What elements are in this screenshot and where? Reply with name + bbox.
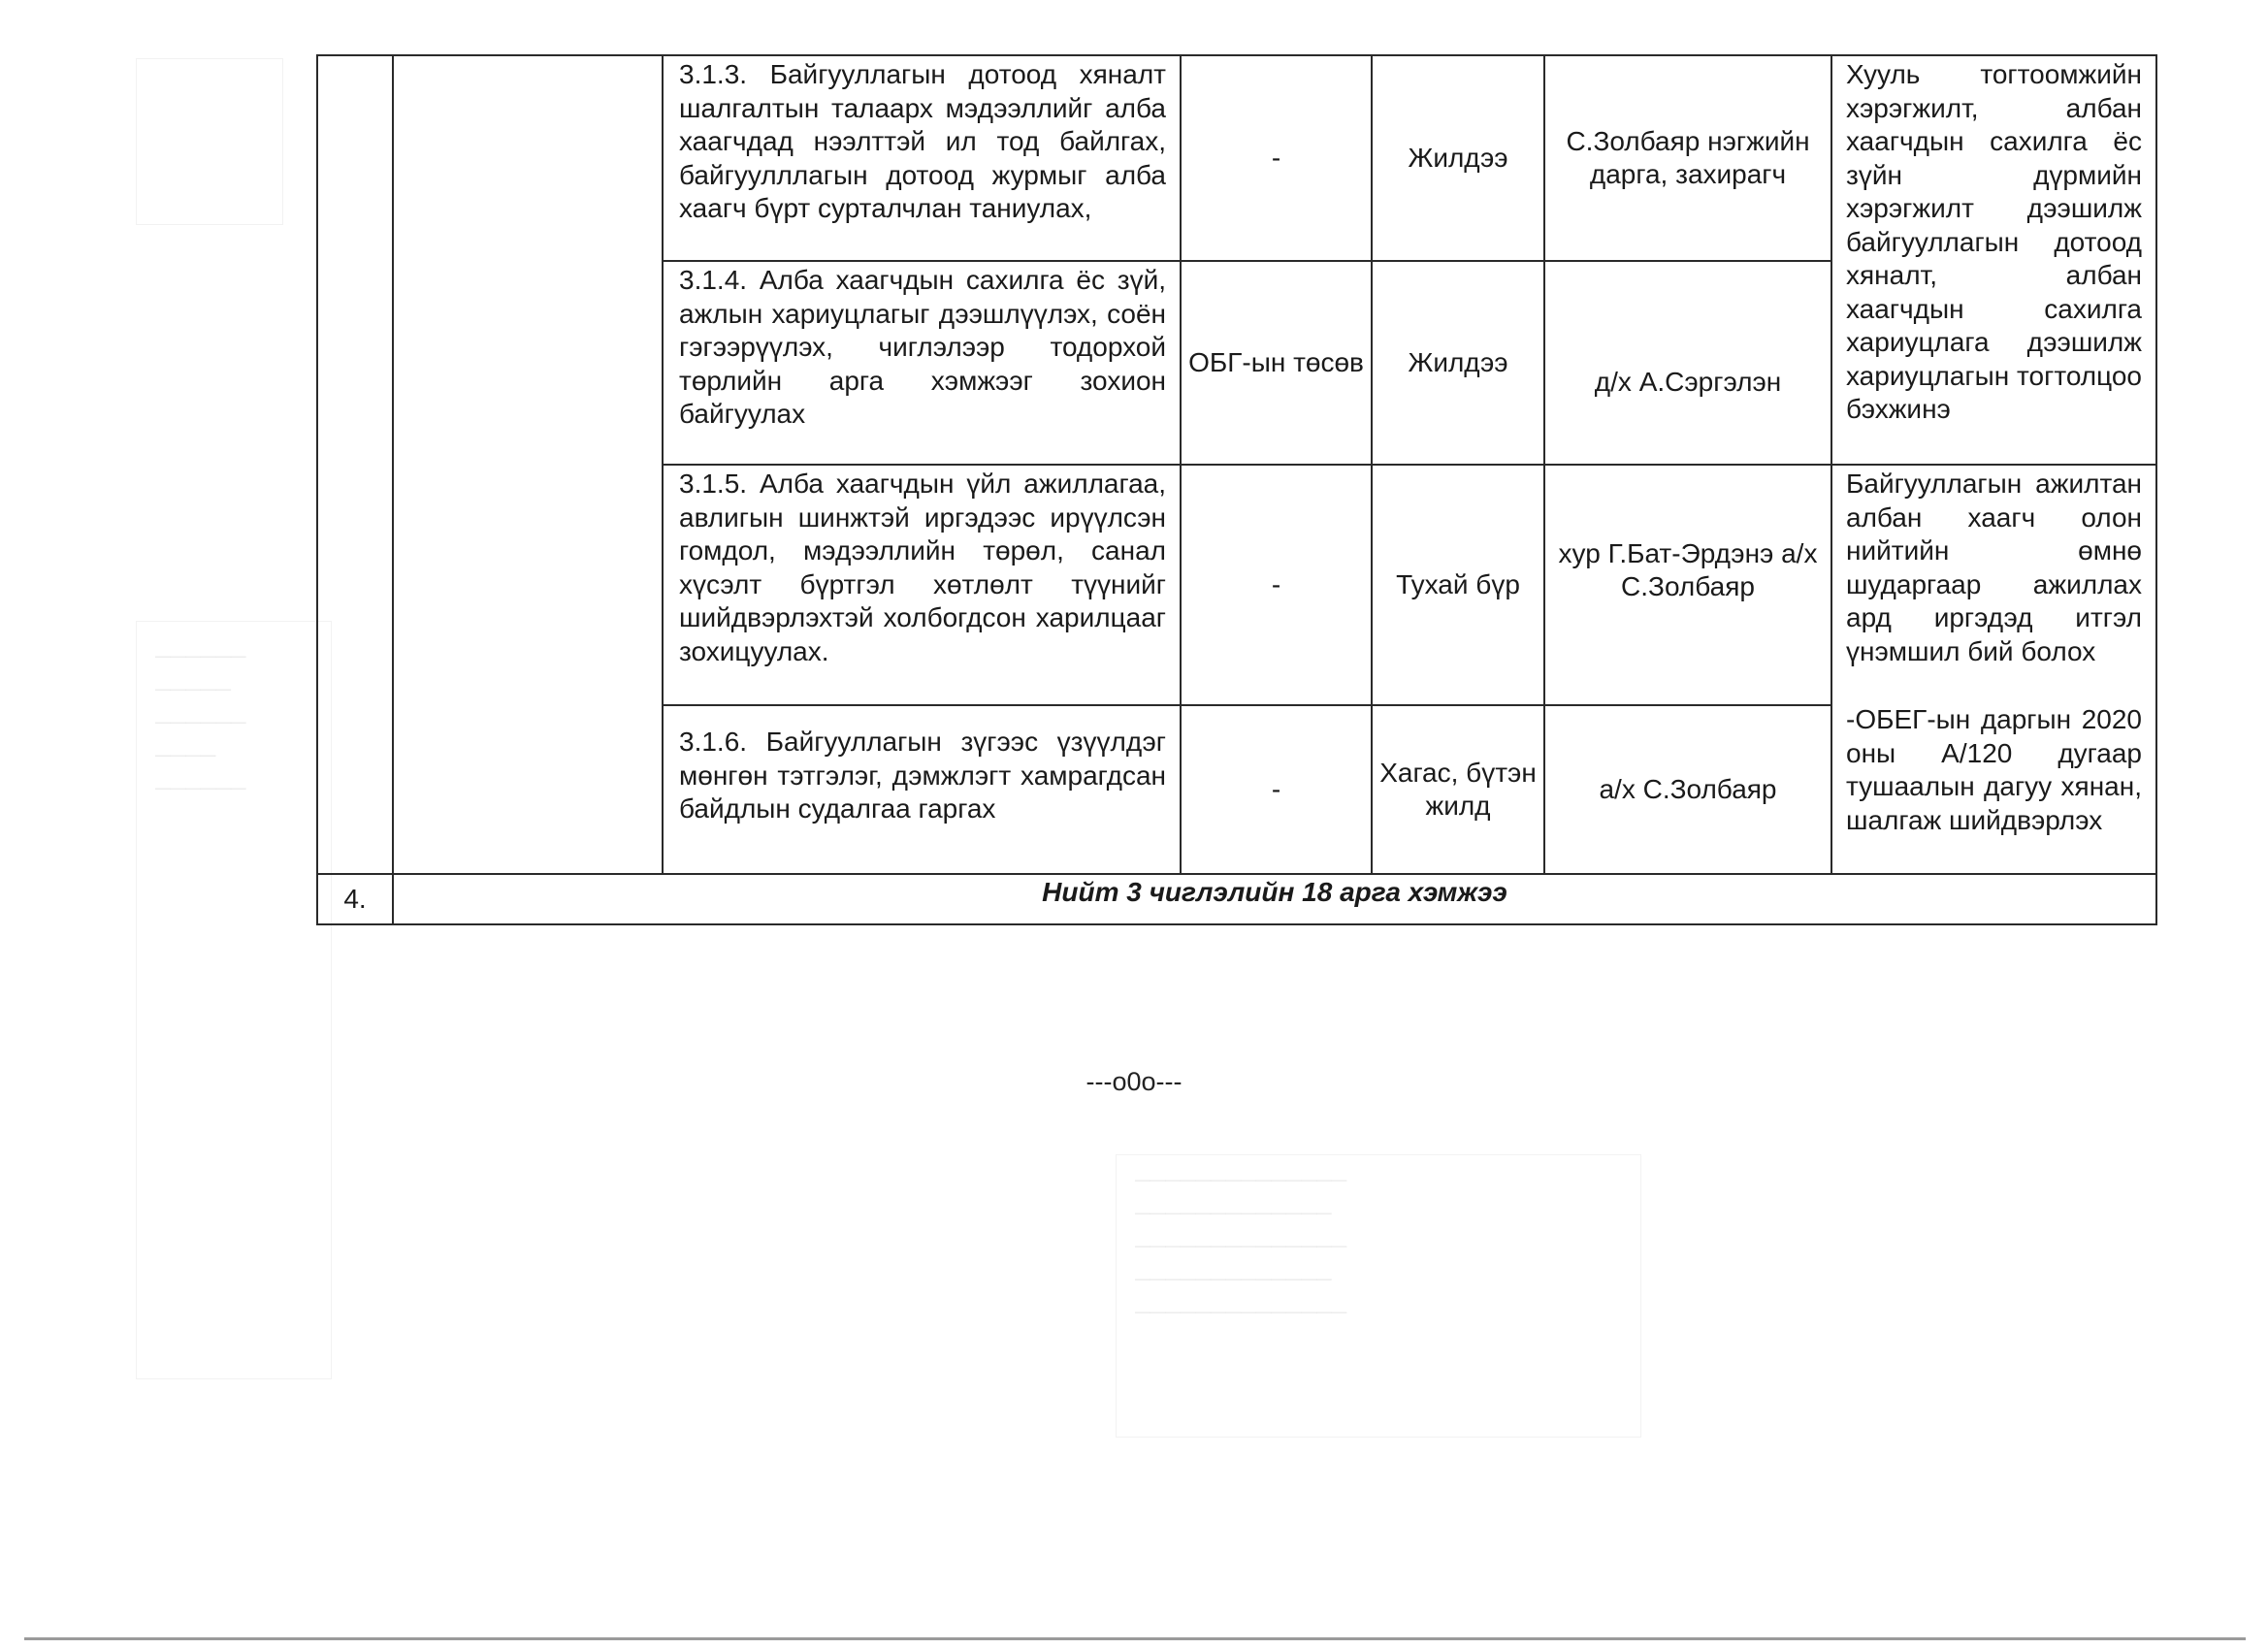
outcome-text: Байгууллагын ажилтан албан хаагч олон нийтийн өмнө шударгаар ажиллах ард иргэдэд итгэл үнэмшил бий болох (1846, 469, 2142, 666)
responsible-cell: а/х С.Золбаяр (1544, 705, 1831, 874)
timeline-cell: Тухай бүр (1372, 465, 1544, 705)
action-cell: 3.1.5. Алба хаагчдын үйл ажиллагаа, авлигын шинжтэй иргэдээс ирүүлсэн гомдол, мэдээллийн төрөл, санал хүсэлт бүртгэл хөтлөлт түүнийг шийдвэрлэхтэй холбогдсон харилцааг зохицуулах. (663, 465, 1181, 705)
outcome-cell (1831, 465, 2156, 874)
direction-cell (393, 55, 663, 874)
total-row (317, 874, 2156, 924)
number-cell (317, 55, 393, 874)
table-row (317, 55, 2156, 261)
outcome-cell (1831, 55, 2156, 465)
action-cell: 3.1.3. Байгууллагын дотоод хяналт шалгалтын талаарх мэдээллийг алба хаагчдад нээлттэй ил тод байлгах, байгуулллагын дотоод журмыг алба хаагч бүрт сурталчлан таниулах, (663, 55, 1181, 261)
action-cell: 3.1.6. Байгууллагын зүгээс үзүүлдэг мөнгөн тэтгэлэг, дэмжлэгт хамрагдсан байдлын судалгаа гаргах (663, 705, 1181, 874)
responsible-cell: С.Золбаяр нэгжийн дарга, захирагч (1544, 55, 1831, 261)
timeline-cell: Жилдээ (1372, 261, 1544, 465)
budget-cell: - (1181, 705, 1372, 874)
budget-cell: - (1181, 465, 1372, 705)
outcome-text: -ОБЕГ-ын даргын 2020 оны А/120 дугаар тушаалын дагуу хянан, шалгаж шийдвэрлэх (1846, 704, 2142, 835)
row-number: 4. (317, 874, 393, 924)
timeline-cell: Хагас, бүтэн жилд (1372, 705, 1544, 874)
total-summary: Нийт 3 чиглэлийн 18 арга хэмжээ (393, 874, 2156, 924)
timeline-cell: Жилдээ (1372, 55, 1544, 261)
action-cell: 3.1.4. Алба хаагчдын сахилга ёс зүй, ажлын хариуцлагыг дээшлүүлэх, соён гэгээрүүлэх, чиглэлээр тодорхой төрлийн арга хэмжээг зохион байгуулах (663, 261, 1181, 465)
outcome-text: Хууль тогтоомжийн хэрэгжилт, албан хаагчдын сахилга ёс зүйн дүрмийн хэрэгжилт дээшилж байгууллагын дотоод хяналт, албан хаагчдын сахилга хариуцлага дээшилж хариуцлагын тогтолцоо бэхжинэ (1846, 59, 2142, 424)
end-mark: ---o0o--- (1085, 1067, 1183, 1096)
responsible-cell: хур Г.Бат-Эрдэнэ а/х С.Золбаяр (1544, 465, 1831, 705)
page-bottom-rule (24, 1637, 2246, 1640)
action-plan-table (316, 54, 2157, 925)
budget-cell: ОБГ-ын төсөв (1181, 261, 1372, 465)
budget-cell: - (1181, 55, 1372, 261)
responsible-cell: д/х А.Сэргэлэн (1544, 261, 1831, 465)
